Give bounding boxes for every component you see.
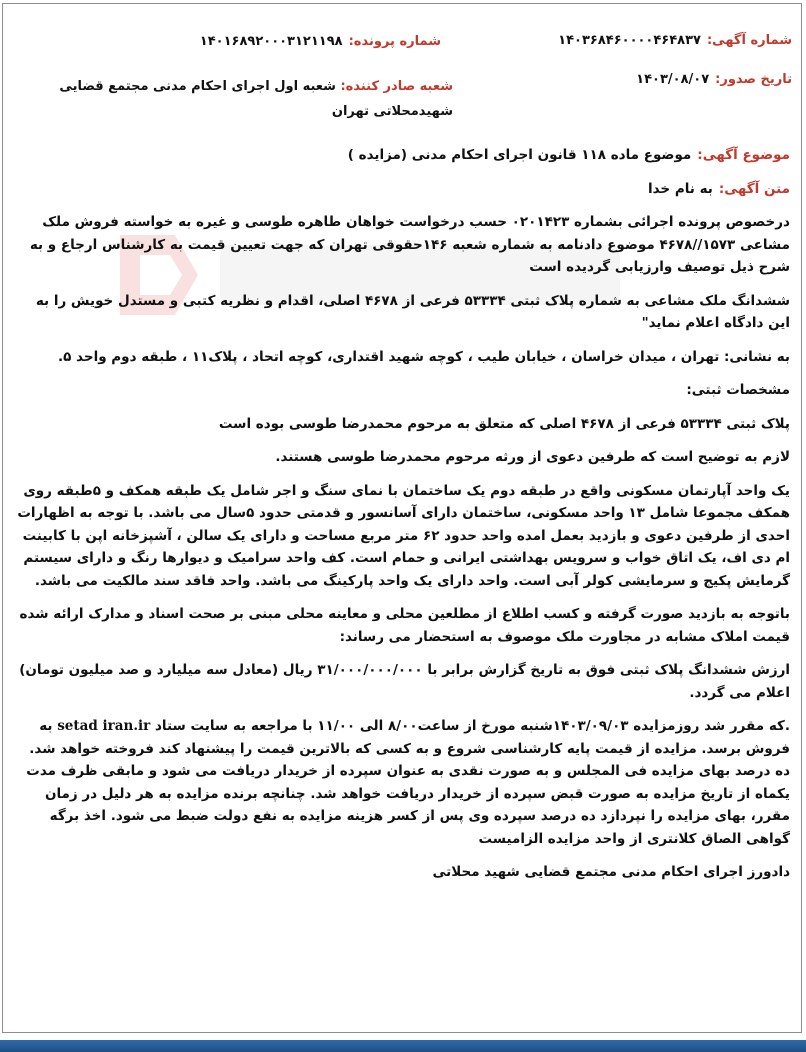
- ad-text-value: به نام خدا: [647, 180, 713, 197]
- ad-text: [16, 178, 790, 201]
- subject-label: موضوع آگهی:: [697, 147, 790, 163]
- paragraph-request: ششدانگ ملک مشاعی به شماره پلاک ثبتی ۵۳۳۳۴ فرعی از ۴۶۷۸ اصلی، اقدام و نظریه کتبی و مستدل خویش را به این دادگاه اعلام نماید": [35, 292, 790, 331]
- paragraph-registry-plate: پلاک ثبتی ۵۳۳۳۴ فرعی از ۴۶۷۸ اصلی که متعلق به مرحوم محمدرضا طوسی بوده است: [218, 415, 790, 432]
- paragraph-value: ارزش ششدانگ پلاک ثبتی فوق به تاریخ گزارش برابر با ۳۱/۰۰۰/۰۰۰/۰۰۰ ریال (معادل سه میلیارد و صد میلیون تومان) اعلام می گردد.: [19, 662, 790, 701]
- paragraph-heirs: لازم به توضیح است که طرفین دعوی از ورثه مرحوم محمدرضا طوسی هستند.: [275, 449, 790, 465]
- issue-date: [636, 72, 792, 87]
- ad-number: [558, 33, 792, 48]
- issue-date-value: ۱۴۰۳/۰۸/۰۷: [636, 72, 710, 87]
- subject-value: موضوع ماده ۱۱۸ قانون اجرای احکام مدنی (مزایده ): [347, 147, 692, 163]
- paragraph-auction: [16, 715, 790, 850]
- announcement-body: [16, 144, 790, 895]
- bottom-bar: [0, 1040, 806, 1052]
- ad-number-value: ۱۴۰۳۶۸۴۶۰۰۰۰۴۶۴۸۳۷: [558, 33, 701, 48]
- file-number-value: ۱۴۰۱۶۸۹۲۰۰۰۳۱۲۱۱۹۸: [199, 34, 343, 49]
- issuer-value: شعبه اول اجرای احکام مدنی مجتمع قضایی شهیدمحلاتی تهران: [59, 79, 453, 119]
- file-number-label: شماره پرونده:: [348, 34, 441, 49]
- auction-text-end: به فروش برسد. مزایده از قیمت پایه کارشناسی شروع و به کسی که بالاترین قیمت را پیشنهاد کند فروخته خواهد شد. ده درصد بهای مزایده فی المجلس و به صورت نقدی به عنوان سپرده از خریدار دریافت می شود و مابقی ظرف مدت یکماه از تاریخ مزایده به صورت قبض سپرده از خریدار دریافت خواهد شد. چنانچه برنده مزایده به هر دلیل در زمان مقرر، بهای مزایده را نپردازد ده درصد سپرده وی پس از کسر هزینه مزایده به نفع دولت ضبط می شود. اخذ برگه گواهی الصاق کلانتری از واحد مزایده الزامیست: [26, 718, 790, 847]
- paragraph-case: درخصوص پرونده اجرائی بشماره ۰۲۰۱۴۲۳ حسب درخواست خواهان طاهره طوسی و غیره به خواسته فروش ملک مشاعی ۱۵۷۳//۴۶۷۸ موضوع دادنامه به شماره شعبه ۱۴۶حقوقی تهران که جهت تعیین قیمت به کارشناس ارجاع و به شرح ذیل توصیف وارزیابی گردیده است: [29, 214, 790, 275]
- paragraph-registry-heading: مشخصات ثبتی:: [686, 382, 790, 398]
- issue-date-label: تاریخ صدور:: [715, 72, 792, 87]
- signature: دادورز اجرای احکام مدنی مجتمع قضایی شهید محلاتی: [432, 864, 790, 880]
- paragraph-appraisal: باتوجه به بازدید صورت گرفته و کسب اطلاع از مطلعین محلی و معاینه محلی مبنی بر صحت اسناد و مدارک ارائه شده قیمت املاک مشابه در مجاورت ملک موصوف به استحضار می رساند:: [19, 606, 790, 645]
- issuer-label: شعبه صادر کننده:: [340, 79, 453, 94]
- file-number: [200, 34, 441, 49]
- ad-text-label: متن آگهی:: [718, 180, 790, 197]
- auction-site: setad iran.ir: [57, 718, 151, 734]
- auction-text-start: .که مقرر شد روزمزایده ۱۴۰۳/۰۹/۰۳شنبه مورخ از ساعت۸/۰۰ الی ۱۱/۰۰ با مراجعه به سایت ستاد: [154, 718, 790, 734]
- issuer: [53, 74, 453, 124]
- ad-number-label: شماره آگهی:: [706, 33, 792, 48]
- subject: [16, 144, 790, 167]
- paragraph-address: به نشانی: تهران ، میدان خراسان ، خیابان طیب ، کوچه شهید اقتداری، کوچه اتحاد ، پلاک۱۱ ، طبقه دوم واحد ۵.: [57, 348, 790, 365]
- paragraph-description: یک واحد آپارتمان مسکونی واقع در طبقه دوم یک ساختمان با نمای سنگ و اجر شامل یک طبقه همکف و ۵طبقه روی همکف مجموعا شامل ۱۳ واحد مسکونی، ساختمان دارای آسانسور و قدمتی حدود ۵سال می باشد. با توجه به اظهارات احدی از طرفین دعوی و بازدید بعمل امده واحد حدود ۶۲ متر مربع مساحت و دارای یک سالن ، آشپزخانه اپن با کابینت ام دی اف، یک اتاق خواب و سرویس بهداشتی ایرانی و حمام است. کف واحد سرامیک و دیوارها رنگ و دارای سیستم گرمایش پکیج و سرمایشی کولر آبی است. واحد دارای یک واحد پارکینگ می باشد. واحد فاقد سند مالکیت می باشد.: [17, 482, 790, 589]
